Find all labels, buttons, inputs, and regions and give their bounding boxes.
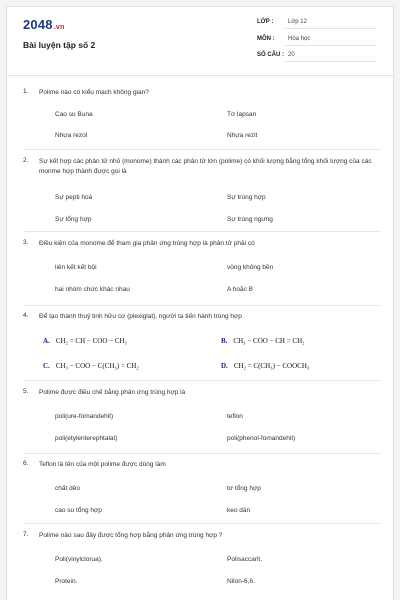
option-c[interactable]: Sự tổng hợp — [55, 216, 92, 223]
question-4: 4. Để tạo thành thuỷ tinh hữu cơ (plexiglat), người ta tiến hành trùng hợp A. CH₂ = CH − COO − CH₃ B. CH₃ − COO − CH = CH₂ C. CH₃ − COO − C(CH₃) = CH₂ D. CH₂ = C(CH₃) − COOCH₃ — [23, 312, 375, 378]
option-c[interactable]: Nhựa rezol — [55, 132, 88, 139]
option-b[interactable]: Sự trùng hợp — [227, 194, 266, 201]
question-divider — [23, 453, 381, 454]
option-a[interactable]: liên kết kết bội — [55, 264, 97, 271]
option-c[interactable]: cao su tổng hợp — [55, 507, 102, 514]
exam-header: 2048.vn Bài luyện tập số 2 LỚP : Lớp 12 MÔN : Hóa học SỐ CÂU : 20 — [7, 7, 395, 69]
option-d[interactable]: keo dán — [227, 507, 251, 514]
question-text: Polime được điều chế bằng phản ứng trùng hợp là — [39, 389, 186, 396]
exam-paper — [6, 6, 394, 600]
option-b[interactable]: Polisaccarit. — [227, 556, 263, 563]
question-6: 6. Teflon là tên của một polime được dùng làm chất dẻo tơ tổng hợp cao su tổng hợp keo dán — [23, 460, 375, 520]
option-d[interactable]: Sự trùng ngưng — [227, 216, 273, 223]
option-d[interactable]: poli(phenol-fomandehit) — [227, 435, 296, 442]
question-text: Để tạo thành thuỷ tinh hữu cơ (plexiglat), người ta tiến hành trùng hợp — [39, 313, 242, 320]
question-1: 1. Polime nào có kiểu mạch không gian? Cao su Buna Tơ lapsan Nhựa rezol Nhựa rezit — [23, 88, 375, 148]
question-text: Polime nào sau đây được tổng hợp bằng phản ứng trùng hợp ? — [39, 532, 223, 539]
question-text: Điều kiện của monome để tham gia phản ứng trùng hợp là phân tử phải có — [39, 240, 255, 247]
option-d[interactable]: Nhựa rezit — [227, 132, 258, 139]
option-a[interactable]: Sự pepti hoá — [55, 194, 93, 201]
question-divider — [23, 380, 381, 381]
option-c[interactable]: hai nhóm chức khác nhau — [55, 286, 130, 293]
question-divider — [23, 305, 381, 306]
question-divider — [23, 149, 381, 150]
option-b[interactable]: tơ tổng hợp — [227, 485, 261, 492]
option-b[interactable]: vòng không bền — [227, 264, 274, 271]
option-c[interactable]: poli(etylenterephtalat) — [55, 435, 118, 442]
option-a[interactable]: Poli(vinylclorua). — [55, 556, 103, 563]
question-2: 2. Sự kết hợp các phân tử nhỏ (monome) thành các phân tử lớn (polime) có khối lượng bằng tổng khối lượng của các monme hợp thành được gọi là Sự pepti hoá Sự trùng hợp Sự tổng hợp Sự trùng ngưng — [23, 157, 375, 227]
question-text: Polime nào có kiểu mạch không gian? — [39, 89, 149, 96]
option-d[interactable]: Nilon-6,6. — [227, 578, 255, 585]
option-a[interactable]: Cao su Buna — [55, 111, 93, 118]
option-c[interactable]: C. CH₃ − COO − C(CH₃) = CH₂ — [43, 362, 139, 370]
question-5: 5. Polime được điều chế bằng phản ứng trùng hợp là poli(ure-fomandehit) teflon poli(etylenterephtalat) poli(phenol-fomandehit) — [23, 388, 375, 448]
option-b[interactable]: B. CH₃ − COO − CH = CH₂ — [221, 337, 305, 345]
option-d[interactable]: A hoặc B — [227, 286, 254, 293]
header-separator — [7, 75, 395, 76]
option-b[interactable]: Tơ lapsan — [227, 111, 257, 118]
question-divider — [23, 231, 381, 232]
question-7: 7. Polime nào sau đây được tổng hợp bằng phản ứng trùng hợp ? Poli(vinylclorua). Polisaccarit. Protein. Nilon-6,6. — [23, 531, 375, 591]
question-text: Teflon là tên của một polime được dùng làm — [39, 461, 166, 468]
option-a[interactable]: poli(ure-fomandehit) — [55, 413, 114, 420]
option-a[interactable]: A. CH₂ = CH − COO − CH₃ — [43, 337, 127, 345]
question-text: Sự kết hợp các phân tử nhỏ (monome) thành các phân tử lớn (polime) có khối lượng bằng tổng khối lượng của các monme hợp thành được gọi là — [39, 158, 372, 175]
exam-title: Bài luyện tập số 2 — [23, 40, 96, 50]
option-c[interactable]: Protein. — [55, 578, 78, 585]
site-logo[interactable]: 2048.vn — [23, 17, 65, 32]
question-divider — [23, 523, 381, 524]
option-d[interactable]: D. CH₂ = C(CH₃) − COOCH₃ — [221, 362, 310, 370]
question-3: 3. Điều kiện của monome để tham gia phản ứng trùng hợp là phân tử phải có liên kết kết bội vòng không bền hai nhóm chức khác nhau A hoặc B — [23, 239, 375, 301]
option-a[interactable]: chất dẻo — [55, 485, 80, 492]
option-b[interactable]: teflon — [227, 413, 243, 420]
